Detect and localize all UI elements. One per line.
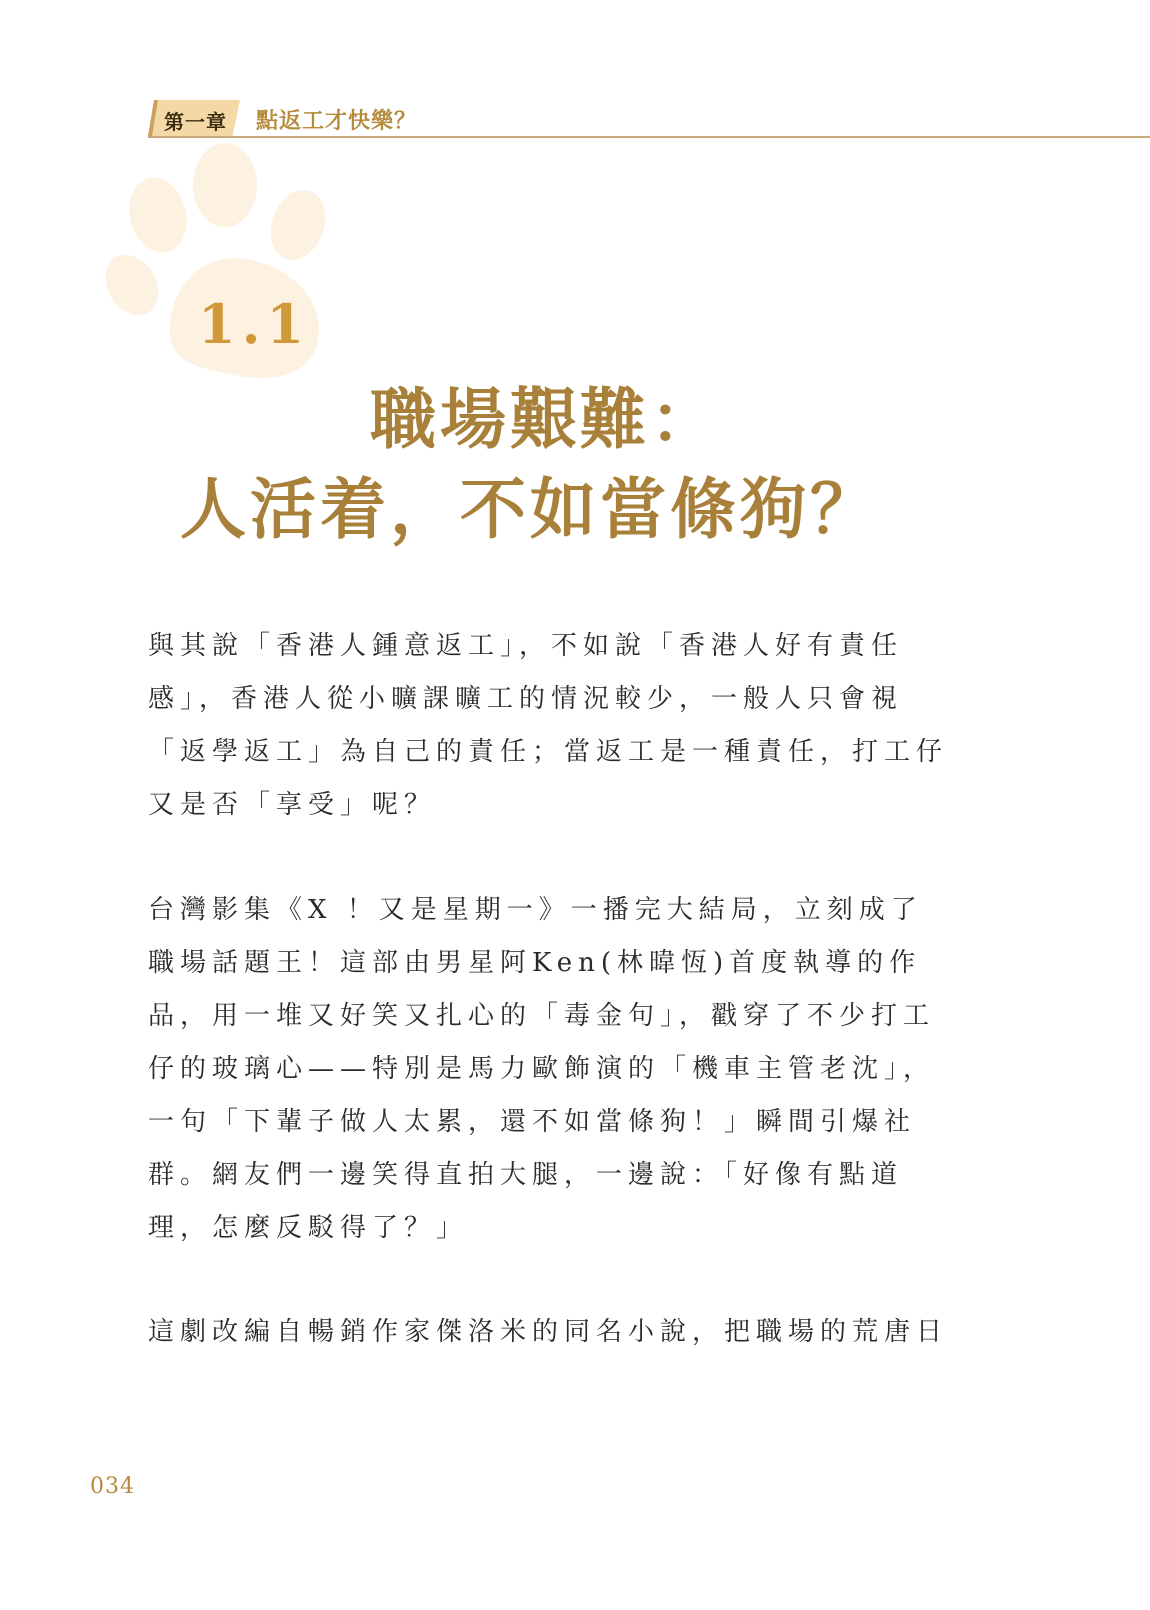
body-paragraph: 這劇改編自暢銷作家傑洛米的同名小說，把職場的荒唐日 <box>148 1317 949 1347</box>
running-header <box>148 98 1150 140</box>
section-title-line-2: 人活着，不如當條狗？ <box>180 471 880 548</box>
chapter-label: 第一章 <box>164 110 227 134</box>
body-paragraph: 台灣影集《X ！又是星期一》一播完大結局，立刻成了職場話題王！這部由男星阿Ken(林暐恆)首度執導的作品，用一堆又好笑又扎心的「毒金句」，戳穿了不少打工仔的玻璃心——特別是馬力歐飾演的「機車主管老沈」，一句「下輩子做人太累，還不如當條狗！」瞬間引爆社群。網友們一邊笑得直拍大腿，一邊說：「好像有點道理，怎麼反駁得了？」 <box>148 895 936 1243</box>
section-title-line-1: 職場艱難： <box>370 381 720 458</box>
section-number: 1.1 <box>198 292 310 356</box>
body-paragraph: 與其說「香港人鍾意返工」，不如說「香港人好有責任感」，香港人從小曠課曠工的情況較少，一般人只會視「返學返工」為自己的責任；當返工是一種責任，打工仔又是否「享受」呢？ <box>148 631 949 820</box>
chapter-title: 點返工才快樂？ <box>256 109 418 134</box>
page-number: 034 <box>90 1474 135 1499</box>
header-rule <box>148 136 1150 138</box>
